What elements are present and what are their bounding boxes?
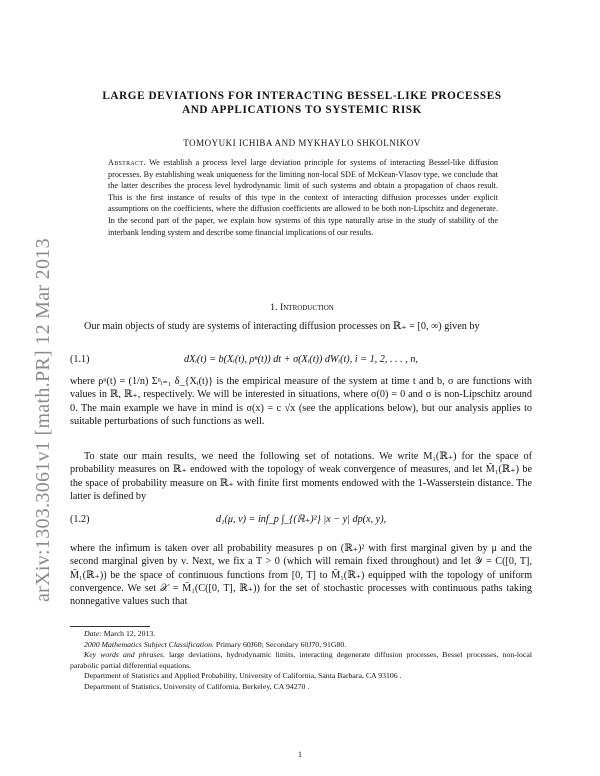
footnotes (70, 629, 532, 693)
arxiv-id: arXiv:1303.3061v1 [math.PR] 12 Mar 2013 (32, 238, 54, 602)
authors: TOMOYUKI ICHIBA AND MYKHAYLO SHKOLNIKOV (183, 138, 421, 148)
equation-body: d₁(μ, ν) = inf_p ∫_{(ℝ₊)²} |x − y| dp(x, y), (215, 514, 387, 525)
paragraph-4: where the infimum is taken over all probability measures p on (ℝ₊)² with first marginal given by μ and the second marginal given by ν. Next, we fix a T > 0 (which will remain fixed throughout) and let 𝒴 = C([0, T], M̃₁(ℝ₊)) be the space of continuous functions from [0, T] to M̃₁(ℝ₊) equipped with the topology of uniform convergence. We set 𝒳 = M̃₁(C([0, T], ℝ₊)) for the set of stochastic processes with continuous paths taking nonnegative values such that (70, 543, 532, 608)
paragraph-3: To state our main results, we need the following set of notations. We write M₁(ℝ₊) for the space of probability measures on ℝ₊ endowed with the topology of weak convergence of measures, and let M̃₁(ℝ₊) be the space of probability measure on ℝ₊ with finite first moments endowed with the 1-Wasserstein distance. The latter is defined by (70, 451, 532, 502)
footnote-msc: 2000 Mathematics Subject Classification. Primary 60J60; Secondary 60J70, 91G80. (84, 639, 347, 649)
arxiv-stamp (4, 130, 54, 610)
footnote-date: Date: March 12, 2013. (84, 629, 156, 638)
equation-label: (1.1) (70, 354, 90, 365)
footnote-affiliation-1: Department of Statistics and Applied Probability, University of California, Santa Barbara, CA 93106 . (84, 671, 402, 681)
abstract-label: Abstract. (108, 158, 146, 167)
paper-title: LARGE DEVIATIONS FOR INTERACTING BESSEL-LIKE PROCESSES AND APPLICATIONS TO SYSTEMIC RISK (102, 90, 502, 116)
abstract (108, 157, 498, 238)
footnote-affiliation-2: Department of Statistics, University of California, Berkeley, CA 94270 . (84, 681, 310, 691)
equation-body: dXᵢ(t) = b(Xᵢ(t), ρⁿ(t)) dt + σ(Xᵢ(t)) dWᵢ(t), i = 1, 2, . . . , n, (184, 354, 418, 365)
paragraph-2: where ρⁿ(t) = (1/n) Σⁿᵢ₌₁ δ_{Xᵢ(t)} is the empirical measure of the system at time t and b, σ are functions with values in ℝ, ℝ₊, respectively. We will be interested in situations, where σ(0) = 0 and σ is non-Lipschitz around 0. The main example we have in mind is σ(x) = c √x (see the applications below), but our analysis applies to suitable perturbations of such functions as well. (70, 376, 532, 427)
abstract-text: We establish a process level large deviation principle for systems of interacting Bessel-like diffusion processes. By establishing weak uniqueness for the limiting non-local SDE of McKean-Vlasov type, we conclude that the latter describes the process level hydrodynamic limit of such systems and obtain a propagation of chaos result. This is the first instance of results of this type in the context of interacting diffusion processes under explicit assumptions on the coefficients, where the diffusion coefficients are allowed to be both non-Lipschitz and degenerate. In the second part of the paper, we explain how systems of this type naturally arise in the study of stability of the interbank lending system and describe some financial implications of our results. (108, 158, 498, 237)
page-number: 1 (298, 750, 302, 759)
footnote-keywords: Key words and phrases. large deviations, hydrodynamic limits, interacting degenerate diffusion processes, Bessel processes, non-local parabolic partial differential equations. (70, 650, 533, 670)
footnote-rule (70, 626, 150, 627)
paragraph-1: Our main objects of study are systems of interacting diffusion processes on ℝ₊ = [0, ∞) given by (84, 321, 480, 332)
section-heading: 1. Introduction (270, 302, 334, 313)
equation-label: (1.2) (70, 514, 90, 525)
